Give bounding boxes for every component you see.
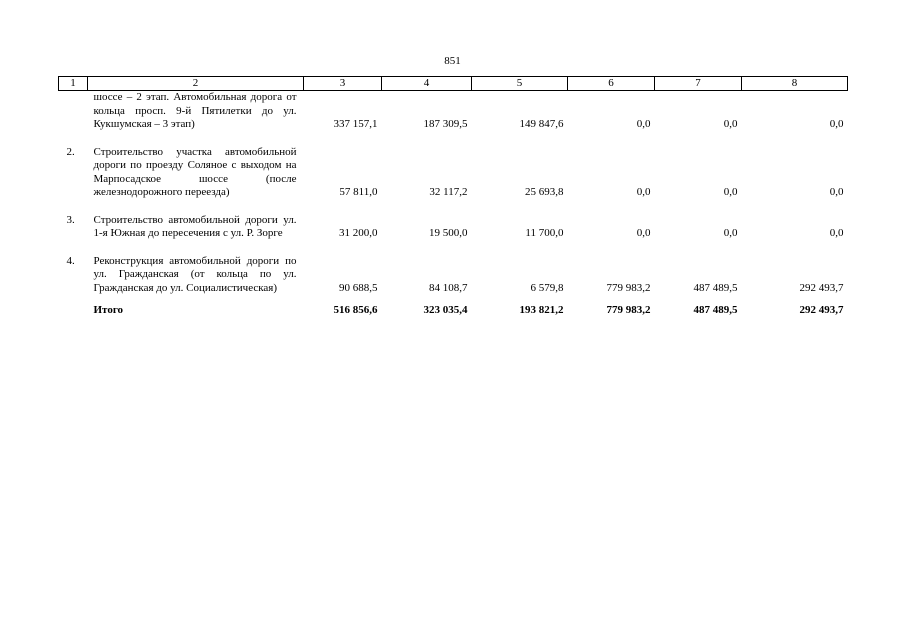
total-value: 292 493,7 (799, 304, 844, 316)
row-value: 57 811,0 (339, 186, 378, 198)
row-value: 84 108,7 (429, 281, 468, 294)
total-value: 323 035,4 (423, 304, 468, 316)
row-value: 0,0 (829, 227, 844, 239)
total-value: 487 489,5 (693, 304, 738, 316)
row-value: 0,0 (723, 186, 738, 198)
column-header: 2 (88, 77, 304, 91)
total-value: 516 856,6 (333, 304, 378, 316)
row-value: 6 579,8 (530, 281, 564, 294)
row-value: 0,0 (636, 227, 651, 239)
column-header: 3 (304, 77, 382, 91)
page-number: 851 (444, 55, 461, 67)
row-description: Строительство участка автомобильной дороги по проезду Соляное с выходом на Марпосадское шоссе (после железнодорожного переезда) (93, 145, 297, 198)
row-number: 4. (66, 254, 75, 267)
column-header: 6 (568, 77, 655, 91)
table-row (59, 255, 848, 296)
column-header: 7 (655, 77, 742, 91)
row-value: 487 489,5 (693, 281, 738, 294)
row-value: 0,0 (723, 118, 738, 130)
row-spacer (59, 241, 848, 255)
table-row (59, 146, 848, 200)
total-number-cell (59, 295, 88, 318)
row-value: 0,0 (829, 186, 844, 198)
row-value: 32 117,2 (429, 186, 468, 198)
row-value: 19 500,0 (429, 227, 468, 239)
row-value: 187 309,5 (423, 118, 468, 130)
row-description: Реконструкция автомобильной дороги по ул. Гражданская (от кольца по ул. Гражданская до ул. Социалистическая) (93, 254, 297, 294)
row-value: 0,0 (723, 227, 738, 239)
row-value: 779 983,2 (606, 281, 651, 294)
row-value: 25 693,8 (525, 186, 564, 198)
table-row (59, 214, 848, 241)
row-description: Строительство автомобильной дороги ул. 1-я Южная до пересечения с ул. Р. Зорге (93, 213, 297, 239)
row-value: 90 688,5 (339, 281, 378, 294)
total-value: 193 821,2 (519, 304, 564, 316)
row-number (59, 91, 88, 132)
budget-table (58, 76, 848, 318)
column-number-header-row (59, 77, 848, 91)
total-label: Итого (93, 304, 124, 316)
row-value: 0,0 (636, 118, 651, 130)
row-value: 11 700,0 (525, 227, 564, 239)
column-header: 8 (742, 77, 848, 91)
row-value: 337 157,1 (333, 118, 378, 130)
row-value: 31 200,0 (339, 227, 378, 239)
column-header: 4 (382, 77, 472, 91)
total-value: 779 983,2 (606, 304, 651, 316)
row-number: 3. (66, 213, 75, 226)
table-row (59, 91, 848, 132)
row-value: 0,0 (829, 118, 844, 130)
row-value: 0,0 (636, 186, 651, 198)
column-header: 1 (59, 77, 88, 91)
row-number: 2. (66, 145, 75, 158)
row-description: шоссе – 2 этап. Автомобильная дорога от кольца просп. 9-й Пятилетки до ул. Кукшумская – 3 этап) (93, 91, 297, 130)
total-row (59, 295, 848, 318)
row-spacer (59, 200, 848, 214)
row-value: 149 847,6 (519, 118, 564, 130)
row-value: 292 493,7 (799, 281, 844, 294)
row-spacer (59, 132, 848, 146)
column-header: 5 (472, 77, 568, 91)
